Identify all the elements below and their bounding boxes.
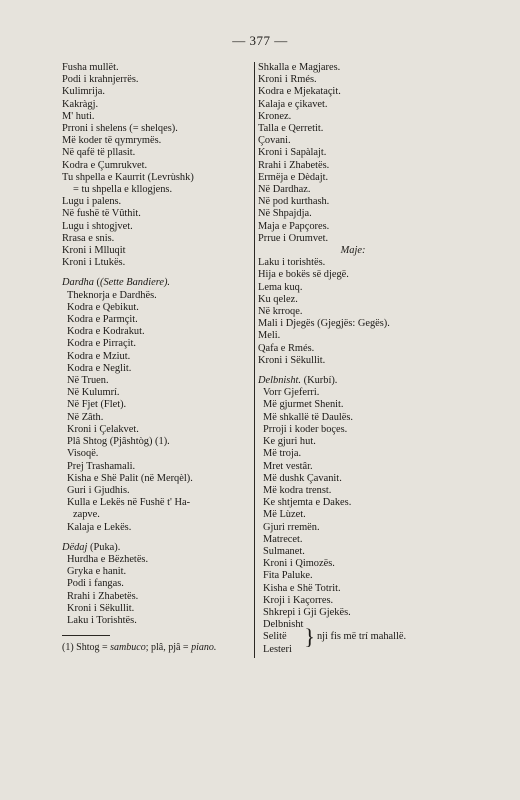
- brace-group: [258, 619, 458, 656]
- place-entry: Ke shtjemta e Dakes.: [263, 497, 352, 509]
- place-entry: Rrahi i Zhabetës.: [258, 159, 330, 171]
- place-entry: Kalaja e çikavet.: [258, 98, 328, 110]
- place-entry: Sulmanet.: [263, 545, 305, 557]
- place-entry: Çovani.: [258, 135, 291, 147]
- footnote-rule: [62, 635, 110, 636]
- place-entry: zapve.: [73, 509, 100, 521]
- place-entry: Lema kuq.: [258, 281, 303, 293]
- page-number: — 377 —: [232, 33, 288, 48]
- place-entry: Kroni i Rmés.: [258, 74, 317, 86]
- place-entry: Më shkallë të Daulës.: [263, 411, 354, 423]
- place-entry: Kronez.: [258, 110, 292, 122]
- place-entry: Laku i Torishtës.: [67, 614, 137, 626]
- place-entry: Më troja.: [263, 448, 302, 460]
- place-entry: Shkalla e Magjares.: [258, 62, 341, 73]
- place-entry: Prej Trashamali.: [67, 460, 136, 472]
- place-entry: Mret vestâr.: [263, 460, 313, 472]
- place-entry: Kulimrija.: [62, 86, 105, 98]
- place-entry: Visoqë.: [67, 448, 99, 460]
- place-entry: Në Shpajdja.: [258, 208, 312, 220]
- place-entry: Kalaja e Lekës.: [67, 521, 132, 533]
- place-entry: Ku qelez.: [258, 293, 298, 305]
- brace-note: nji fis më trí mahallë.: [316, 631, 407, 643]
- place-entry: Kisha e Shë Totrit.: [263, 582, 341, 594]
- place-entry: Meli.: [258, 330, 281, 342]
- brace-symbol: }: [304, 624, 315, 650]
- place-entry: Më gjurmet Shenit.: [263, 399, 344, 411]
- place-entry: Kodra e Parmçit.: [67, 314, 138, 326]
- place-entry: Më koder të qymrymës.: [62, 135, 162, 147]
- place-entry: Podi i fangas.: [67, 578, 124, 590]
- place-entry: Delbnisht: [263, 619, 304, 631]
- place-list-1: [62, 62, 252, 269]
- place-entry: Kisha e Shë Palit (në Merqèl).: [67, 472, 193, 484]
- place-entry: Në Kulumrí.: [67, 387, 120, 399]
- place-entry: Lugu i palens.: [62, 196, 122, 208]
- place-entry: Në Fjet (Flet).: [67, 399, 127, 411]
- place-entry: Mali i Djegës (Gjegjës: Gegës).: [258, 318, 390, 330]
- place-list-right-1: [258, 62, 458, 245]
- place-entry: Podi i krahnjerrës.: [62, 74, 139, 86]
- place-entry: Kroni i Sapàlajt.: [258, 147, 327, 159]
- place-entry: Plâ Shtog (Pjâshtòg) (1).: [67, 436, 170, 448]
- place-entry: Rrahi i Zhabetës.: [67, 590, 139, 602]
- place-entry: Kroji i Kaçorres.: [263, 594, 334, 606]
- left-column: [62, 62, 252, 654]
- place-entry: Hija e bokës së djegë.: [258, 269, 349, 281]
- place-entry: Në fushë të Vûthit.: [62, 208, 141, 220]
- place-entry: Kodra e Mziut.: [67, 350, 131, 362]
- place-entry: Kulla e Lekës në Fushë t' Ha-: [67, 497, 191, 509]
- place-entry: Maja e Papçores.: [258, 220, 330, 232]
- place-entry: Kroni i Qimozës.: [263, 558, 335, 570]
- section-heading-dardha: Dardha ((Sette Bandiere).: [62, 277, 171, 289]
- place-entry: Gryka e hanit.: [67, 566, 127, 578]
- place-entry: Kroni i Sëkullit.: [258, 354, 326, 366]
- place-entry: Gjuri rremën.: [263, 521, 320, 533]
- place-entry: Theknorja e Dardhës.: [67, 289, 157, 301]
- place-list-delbnisht: [258, 387, 458, 619]
- place-entry: Lesteri: [263, 643, 292, 655]
- place-entry: Kakràgj.: [62, 98, 99, 110]
- place-entry: Laku i torishtës.: [258, 257, 326, 269]
- place-entry: Kroni i Ltukës.: [62, 257, 126, 269]
- footnote: (1) Shtog = sambuco; plâ, pjâ = piano.: [62, 642, 217, 654]
- place-entry: Talla e Qerretit.: [258, 123, 324, 135]
- place-entry: Kodra e Mjekataçit.: [258, 86, 341, 98]
- section-heading-dedaj: Dëdaj (Puka).: [62, 541, 121, 553]
- place-entry: Kodra e Çumrukvet.: [62, 159, 148, 171]
- place-entry: Prroni i shelens (= shelqes).: [62, 123, 178, 135]
- place-entry: Në Truen.: [67, 375, 109, 387]
- place-entry: Qafa e Rmés.: [258, 342, 315, 354]
- place-entry: Vorr Gjeferri.: [263, 387, 320, 399]
- place-entry: Kodra e Kodrakut.: [67, 326, 145, 338]
- place-entry: Fusha mullët.: [62, 62, 119, 73]
- place-entry: Rrasa e snis.: [62, 232, 115, 244]
- place-entry: M' huti.: [62, 110, 95, 122]
- place-entry: Prrue i Orumvet.: [258, 232, 329, 244]
- place-entry: Shkrepi i Gji Gjekës.: [263, 606, 351, 618]
- brace-names: [258, 619, 303, 656]
- place-entry: Kodra e Pirraçit.: [67, 338, 136, 350]
- place-list-maje: [258, 257, 458, 367]
- place-entry: Tu shpella e Kaurrit (Levrùshk): [62, 171, 194, 183]
- place-entry: Selitë: [263, 631, 287, 643]
- place-entry: Më dushk Çavanit.: [263, 472, 342, 484]
- right-column: [258, 62, 458, 656]
- place-list-dardha: [62, 290, 252, 534]
- place-entry: Kroni i Çelakvet.: [67, 423, 139, 435]
- place-entry: Matrecet.: [263, 533, 303, 545]
- column-divider: [254, 62, 255, 658]
- place-entry: Në pod kurthash.: [258, 196, 330, 208]
- section-heading-maje: Maje:: [340, 245, 366, 257]
- place-entry: Kroni i Sëkullit.: [67, 602, 135, 614]
- place-entry: Guri i Gjudhis.: [67, 484, 130, 496]
- place-entry: Më kodra trenst.: [263, 484, 332, 496]
- place-list-dedaj: [62, 554, 252, 627]
- place-entry: Më Lùzet.: [263, 509, 306, 521]
- place-entry: Në krroqe.: [258, 306, 303, 318]
- place-entry: Në Dardhaz.: [258, 184, 311, 196]
- place-entry: = tu shpella e kllogjens.: [73, 184, 173, 196]
- place-entry: Në qafë të pllasit.: [62, 147, 136, 159]
- place-entry: Kodra e Qebikut.: [67, 301, 139, 313]
- place-entry: Ermëja e Dèdajt.: [258, 171, 329, 183]
- place-entry: Lugu i shtogjvet.: [62, 220, 133, 232]
- place-entry: Kroni i Mlluqit: [62, 245, 126, 257]
- section-heading-delbnisht: Delbnisht. (Kurbí).: [258, 375, 338, 387]
- place-entry: Kodra e Neglit.: [67, 362, 132, 374]
- place-entry: Hurdha e Bëzhetës.: [67, 553, 149, 565]
- place-entry: Në Zâth.: [67, 411, 104, 423]
- place-entry: Ke gjuri hut.: [263, 436, 316, 448]
- place-entry: Prroji i koder boçes.: [263, 423, 348, 435]
- place-entry: Fita Paluke.: [263, 570, 313, 582]
